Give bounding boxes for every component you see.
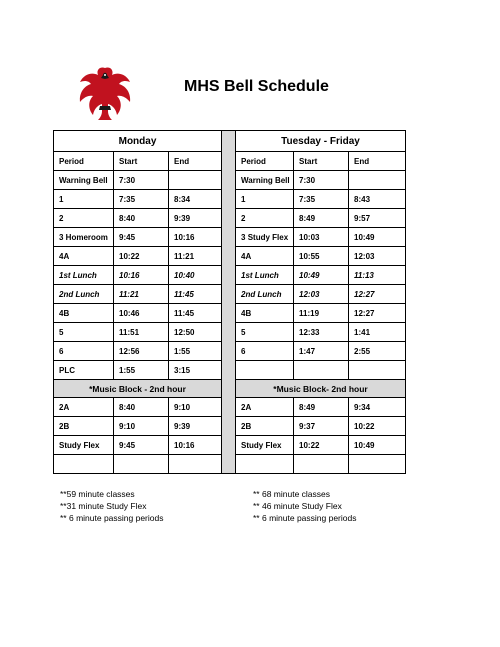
monday-cell: 9:45 <box>114 436 169 455</box>
tuesday-friday-cell: 10:49 <box>294 266 349 285</box>
monday-cell: 2B <box>54 417 114 436</box>
tuesday-friday-cell: 12:27 <box>349 285 406 304</box>
monday-cell: 5 <box>54 323 114 342</box>
monday-cell: 11:51 <box>114 323 169 342</box>
monday-cell: Warning Bell <box>54 171 114 190</box>
tuesday-friday-cell: 1:47 <box>294 342 349 361</box>
tuesday-friday-cell: 10:22 <box>294 436 349 455</box>
tuesday-friday-notes <box>253 488 356 524</box>
monday-cell: 11:45 <box>169 304 222 323</box>
monday-cell: 9:10 <box>114 417 169 436</box>
monday-cell: 8:40 <box>114 209 169 228</box>
column-header: Start <box>114 152 169 171</box>
tuesday-friday-cell: 6 <box>236 342 294 361</box>
tuesday-friday-cell: 2nd Lunch <box>236 285 294 304</box>
monday-cell: 10:40 <box>169 266 222 285</box>
monday-cell: 1 <box>54 190 114 209</box>
monday-cell <box>169 455 222 474</box>
tuesday-friday-cell <box>236 361 294 380</box>
monday-cell <box>169 171 222 190</box>
note-line: ** 68 minute classes <box>253 489 331 499</box>
monday-cell: 8:34 <box>169 190 222 209</box>
monday-cell: Study Flex <box>54 436 114 455</box>
note-line: ** 46 minute Study Flex <box>253 501 342 511</box>
phoenix-logo-icon <box>76 62 134 122</box>
monday-cell: 11:45 <box>169 285 222 304</box>
column-header: Period <box>54 152 114 171</box>
tuesday-friday-cell: 4A <box>236 247 294 266</box>
tuesday-friday-cell: 9:37 <box>294 417 349 436</box>
tuesday-friday-cell: 3 Study Flex <box>236 228 294 247</box>
tuesday-friday-cell: 12:03 <box>294 285 349 304</box>
column-header: Start <box>294 152 349 171</box>
column-header: Period <box>236 152 294 171</box>
tuesday-friday-cell: 8:49 <box>294 398 349 417</box>
column-header: End <box>349 152 406 171</box>
monday-cell: 2A <box>54 398 114 417</box>
tuesday-friday-cell: 12:03 <box>349 247 406 266</box>
monday-cell: 10:16 <box>114 266 169 285</box>
tuesday-friday-cell: 9:57 <box>349 209 406 228</box>
note-line: **59 minute classes <box>60 489 135 499</box>
monday-cell: 10:22 <box>114 247 169 266</box>
tuesday-friday-cell: 1st Lunch <box>236 266 294 285</box>
tuesday-friday-cell: 11:19 <box>294 304 349 323</box>
tuesday-friday-cell: 10:22 <box>349 417 406 436</box>
tuesday-friday-cell: 10:03 <box>294 228 349 247</box>
monday-cell: 11:21 <box>169 247 222 266</box>
tuesday-friday-cell <box>349 455 406 474</box>
tuesday-friday-cell: 12:33 <box>294 323 349 342</box>
tuesday-friday-cell <box>236 455 294 474</box>
page-title: MHS Bell Schedule <box>184 78 329 95</box>
tuesday-friday-cell: 2:55 <box>349 342 406 361</box>
tuesday-friday-cell <box>349 361 406 380</box>
column-divider <box>222 131 236 474</box>
column-header: End <box>169 152 222 171</box>
tuesday-friday-cell: Warning Bell <box>236 171 294 190</box>
tuesday-friday-cell: 10:49 <box>349 228 406 247</box>
tuesday-friday-header: Tuesday - Friday <box>236 131 406 152</box>
monday-cell: 10:16 <box>169 228 222 247</box>
monday-cell: 1:55 <box>114 361 169 380</box>
monday-cell: 3:15 <box>169 361 222 380</box>
monday-cell: 4A <box>54 247 114 266</box>
monday-cell: 6 <box>54 342 114 361</box>
day-header-row <box>54 131 406 152</box>
monday-header: Monday <box>54 131 222 152</box>
monday-cell: PLC <box>54 361 114 380</box>
tuesday-friday-cell: 2 <box>236 209 294 228</box>
monday-cell: 2nd Lunch <box>54 285 114 304</box>
monday-cell: 7:35 <box>114 190 169 209</box>
note-line: ** 6 minute passing periods <box>253 513 357 523</box>
tuesday-friday-cell: Study Flex <box>236 436 294 455</box>
tuesday-friday-cell: 7:30 <box>294 171 349 190</box>
tuesday-friday-cell: 9:34 <box>349 398 406 417</box>
monday-cell <box>54 455 114 474</box>
tuesday-friday-cell: 4B <box>236 304 294 323</box>
note-line: ** 6 minute passing periods <box>60 513 164 523</box>
tuesday-friday-cell: 1 <box>236 190 294 209</box>
tuesday-friday-cell <box>294 455 349 474</box>
tuesday-friday-cell: 10:49 <box>349 436 406 455</box>
monday-cell: 10:46 <box>114 304 169 323</box>
monday-cell: 12:56 <box>114 342 169 361</box>
monday-cell: 9:39 <box>169 417 222 436</box>
tuesday-friday-music-label: *Music Block- 2nd hour <box>236 380 406 398</box>
tuesday-friday-cell: 12:27 <box>349 304 406 323</box>
monday-cell: 7:30 <box>114 171 169 190</box>
monday-music-label: *Music Block - 2nd hour <box>54 380 222 398</box>
monday-cell: 1st Lunch <box>54 266 114 285</box>
tuesday-friday-cell: 8:49 <box>294 209 349 228</box>
tuesday-friday-cell <box>349 171 406 190</box>
monday-cell: 11:21 <box>114 285 169 304</box>
tuesday-friday-cell: 8:43 <box>349 190 406 209</box>
tuesday-friday-cell: 10:55 <box>294 247 349 266</box>
tuesday-friday-cell: 2A <box>236 398 294 417</box>
monday-cell: 10:16 <box>169 436 222 455</box>
note-line: **31 minute Study Flex <box>60 501 147 511</box>
tuesday-friday-cell <box>294 361 349 380</box>
monday-cell: 12:50 <box>169 323 222 342</box>
monday-cell: 1:55 <box>169 342 222 361</box>
monday-cell: 9:39 <box>169 209 222 228</box>
monday-notes <box>60 488 163 524</box>
tuesday-friday-cell: 1:41 <box>349 323 406 342</box>
tuesday-friday-cell: 5 <box>236 323 294 342</box>
monday-cell: 4B <box>54 304 114 323</box>
monday-cell: 9:10 <box>169 398 222 417</box>
monday-cell: 2 <box>54 209 114 228</box>
bell-schedule-table <box>53 130 406 474</box>
monday-cell <box>114 455 169 474</box>
monday-cell: 3 Homeroom <box>54 228 114 247</box>
monday-cell: 9:45 <box>114 228 169 247</box>
monday-cell: 8:40 <box>114 398 169 417</box>
tuesday-friday-cell: 7:35 <box>294 190 349 209</box>
tuesday-friday-cell: 2B <box>236 417 294 436</box>
tuesday-friday-cell: 11:13 <box>349 266 406 285</box>
